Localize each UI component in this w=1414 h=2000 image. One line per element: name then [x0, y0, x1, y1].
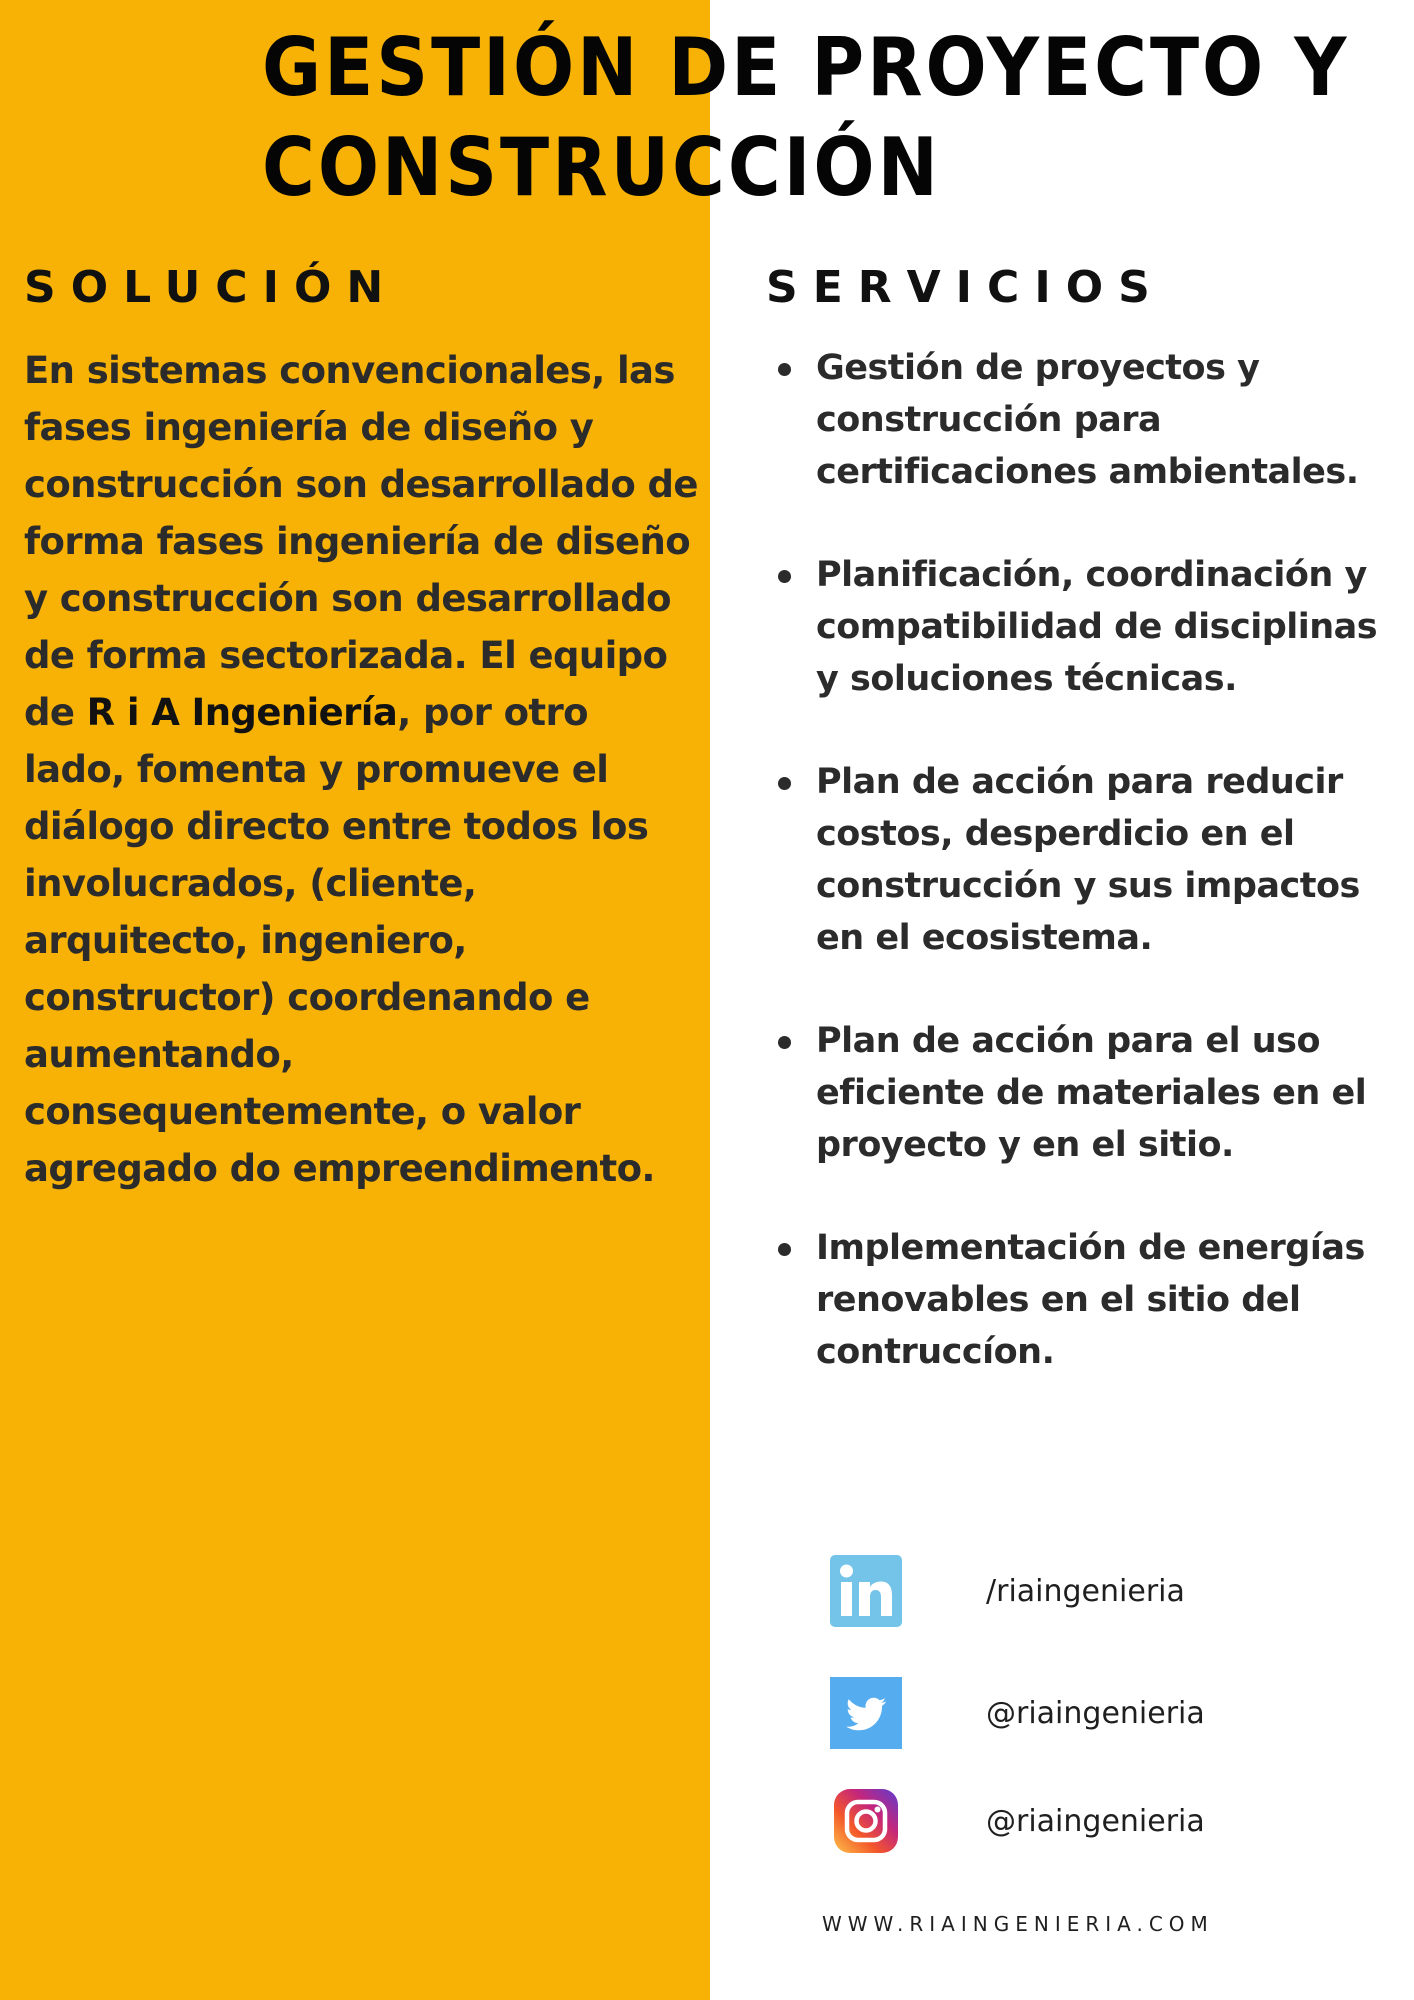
services-heading: SERVICIOS [766, 262, 1165, 313]
service-item-text: Plan de acción para reducir costos, desperdicio en el construcción y sus impactos en el ecosistema. [816, 762, 1360, 958]
service-item-text: Plan de acción para el uso eficiente de materiales en el proyecto y en el sitio. [816, 1021, 1367, 1165]
instagram-handle[interactable]: @riaingenieria [986, 1803, 1205, 1839]
bullet-icon [778, 1243, 791, 1256]
service-item [776, 1222, 1381, 1378]
website-link[interactable]: WWW.RIAINGENIERIA.COM [822, 1912, 1214, 1936]
service-item [776, 756, 1381, 964]
service-item [776, 342, 1381, 498]
bullet-icon [778, 777, 791, 790]
solution-text-end: , por otro lado, fomenta y promueve el diálogo directo entre todos los involucrados, (cliente, arquitecto, ingeniero, constructor) coordenando e aumentando, consequentemente, o valor agregado do empreendimento. [24, 691, 655, 1190]
page-title [262, 18, 1349, 218]
service-item-text: Gestión de proyectos y construcción para certificaciones ambientales. [816, 348, 1359, 492]
linkedin-link[interactable] [830, 1555, 1185, 1627]
company-name: R i A Ingeniería [86, 691, 398, 734]
service-item-text: Planificación, coordinación y compatibilidad de disciplinas y soluciones técnicas. [816, 555, 1378, 699]
bullet-icon [778, 1036, 791, 1049]
solution-heading: SOLUCIÓN [24, 262, 399, 313]
title-line-2: CONSTRUCCIÓN [262, 121, 941, 214]
instagram-icon[interactable] [830, 1785, 902, 1857]
instagram-link[interactable] [830, 1785, 1205, 1857]
service-item-text: Implementación de energías renovables en el sitio del contruccíon. [816, 1228, 1365, 1372]
bullet-icon [778, 570, 791, 583]
service-item [776, 549, 1381, 705]
bullet-icon [778, 363, 791, 376]
services-list [776, 342, 1381, 1429]
twitter-handle[interactable]: @riaingenieria [986, 1695, 1205, 1731]
title-line-1: GESTIÓN DE PROYECTO Y [262, 21, 1350, 114]
twitter-link[interactable] [830, 1677, 1205, 1749]
linkedin-icon[interactable] [830, 1555, 902, 1627]
twitter-icon[interactable] [830, 1677, 902, 1749]
linkedin-handle[interactable]: /riaingenieria [986, 1573, 1185, 1609]
solution-text-start: En sistemas convencionales, las fases ingeniería de diseño y construcción son desarrollado de forma fases ingeniería de diseño y construcción son desarrollado de forma sectorizada. El equipo de [24, 349, 698, 734]
service-item [776, 1015, 1381, 1171]
solution-paragraph [24, 342, 699, 1197]
